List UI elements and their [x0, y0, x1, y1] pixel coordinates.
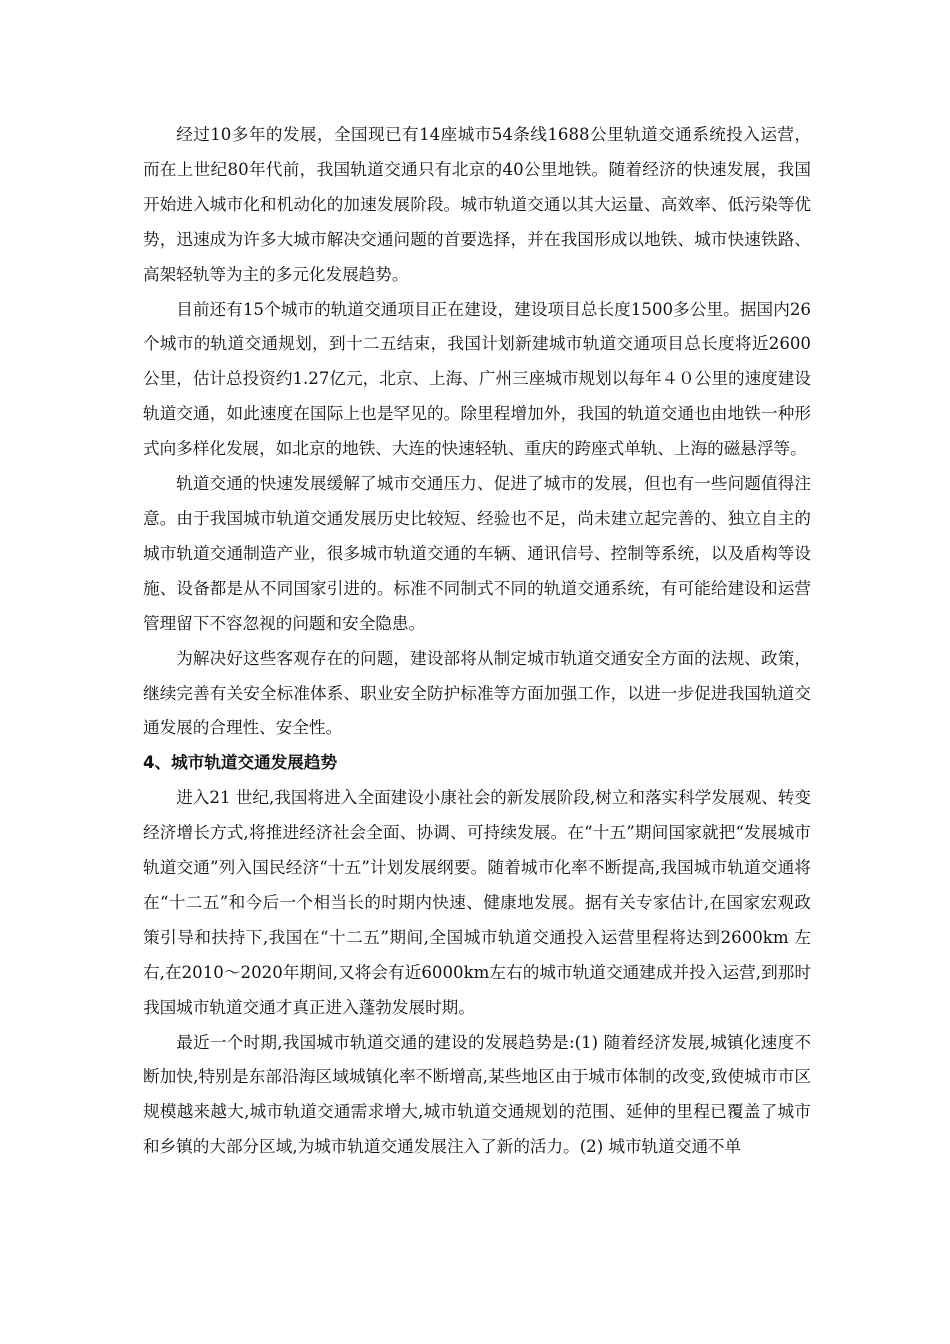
- paragraph-issues: 轨道交通的快速发展缓解了城市交通压力、促进了城市的发展，但也有一些问题值得注意。由于我国城市轨道交通发展历史比较短、经验也不足，尚未建立起完善的、独立自主的城市轨道交通制造产业，很多城市轨道交通的车辆、通讯信号、控制等系统，以及盾构等设施、设备都是从不同国家引进的。标准不同制式不同的轨道交通系统，有可能给建设和运营管理留下不容忽视的问题和安全隐患。: [143, 474, 811, 633]
- section-heading: 4、城市轨道交通发展趋势: [143, 753, 338, 773]
- document-body: [143, 118, 811, 1165]
- paragraph-21st-century: 进入21 世纪,我国将进入全面建设小康社会的新发展阶段,树立和落实科学发展观、转变经济增长方式,将推进经济社会全面、协调、可持续发展。在“十五”期间国家就把“发展城市轨道交通”列入国民经济“十五”计划发展纲要。随着城市化率不断提高,我国城市轨道交通将在“十二五”和今后一个相当长的时期内快速、健康地发展。据有关专家估计,在国家宏观政策引导和扶持下,我国在“十二五”期间,全国城市轨道交通投入运营里程将达到2600km 左右,在2010～2020年期间,又将会有近6000km左右的城市轨道交通建成并投入运营,到那时我国城市轨道交通才真正进入蓬勃发展时期。: [143, 788, 811, 1017]
- paragraph-solutions: 为解决好这些客观存在的问题，建设部将从制定城市轨道交通安全方面的法规、政策，继续完善有关安全标准体系、职业安全防护标准等方面加强工作，以进一步促进我国轨道交通发展的合理性、安全性。: [143, 648, 811, 738]
- paragraph-recent-trends: 最近一个时期,我国城市轨道交通的建设的发展趋势是:(1) 随着经济发展,城镇化速度不断加快,特别是东部沿海区域城镇化率不断增高,某些地区由于城市体制的改变,致使城市市区规模越来越大,城市轨道交通需求增大,城市轨道交通规划的范围、延伸的里程已覆盖了城市和乡镇的大部分区域,为城市轨道交通发展注入了新的活力。(2) 城市轨道交通不单: [143, 1032, 811, 1157]
- paragraph-projects-under-construction: 目前还有15个城市的轨道交通项目正在建设，建设项目总长度1500多公里。据国内26个城市的轨道交通规划，到十二五结束，我国计划新建城市轨道交通项目总长度将近2600公里，估计总投资约1.27亿元，北京、上海、广州三座城市规划以每年４０公里的速度建设轨道交通，如此速度在国际上也是罕见的。除里程增加外，我国的轨道交通也由地铁一种形式向多样化发展，如北京的地铁、大连的快速轻轨、重庆的跨座式单轨、上海的磁悬浮等。: [143, 299, 811, 459]
- paragraph-development-overview: 经过10多年的发展，全国现已有14座城市54条线1688公里轨道交通系统投入运营，而在上世纪80年代前，我国轨道交通只有北京的40公里地铁。随着经济的快速发展，我国开始进入城市化和机动化的加速发展阶段。城市轨道交通以其大运量、高效率、低污染等优势，迅速成为许多大城市解决交通问题的首要选择，并在我国形成以地铁、城市快速铁路、高架轻轨等为主的多元化发展趋势。: [143, 125, 811, 284]
